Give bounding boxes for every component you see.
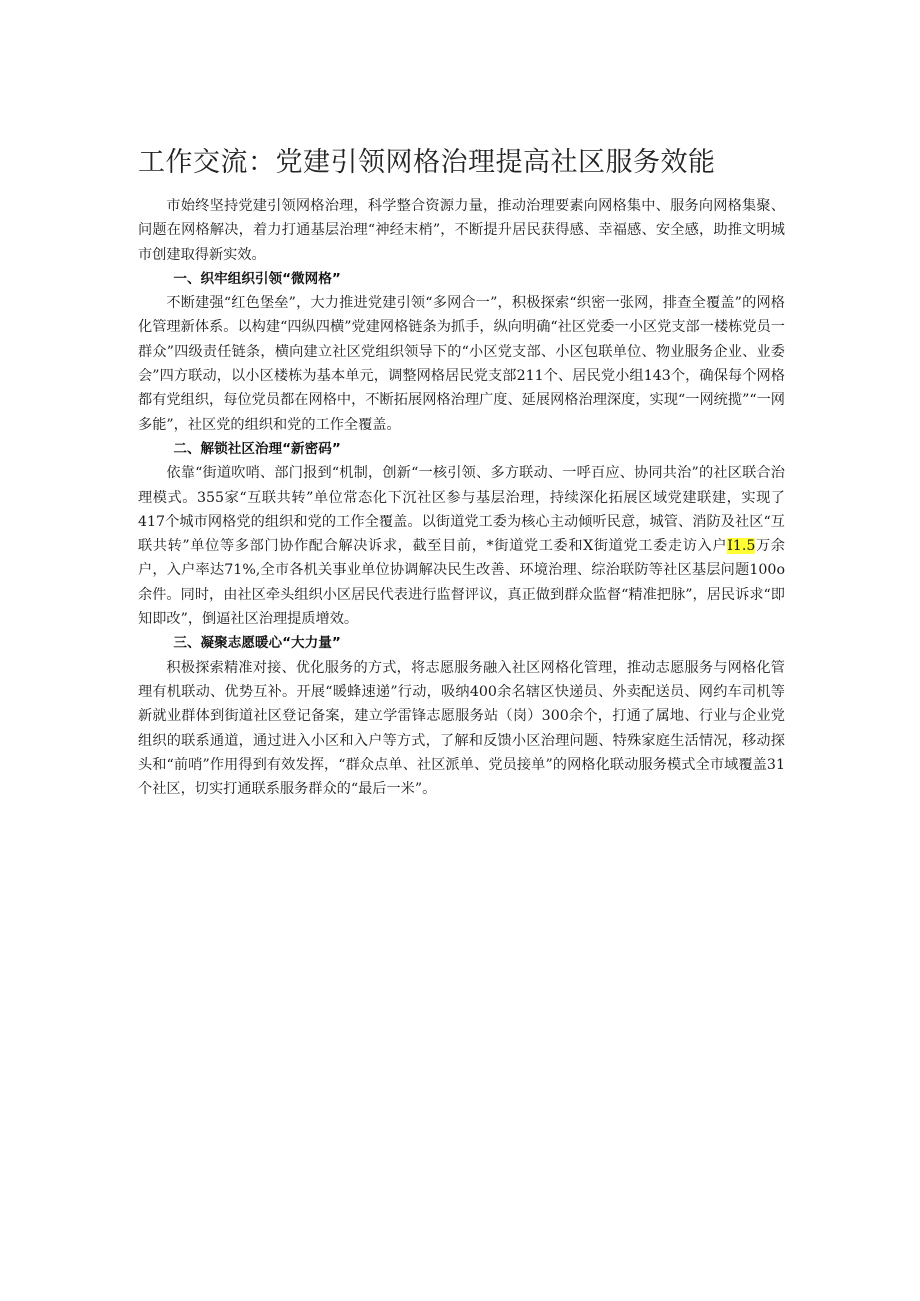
section-heading-2: 二、解锁社区治理“新密码” bbox=[173, 440, 341, 457]
section-heading-1: 一、织牢组织引领“微网格” bbox=[173, 270, 341, 287]
paragraph-2-text-before: 依靠“街道吹哨、部门报到“机制，创新“一核引领、多方联动、一呼百应、协同共治”的社区联合治理模式。355家“互联共转”单位常态化下沉社区参与基层治理，持续深化拓展区域党建联建，实现了417个城市网格党的组织和党的工作全覆盖。以街道党工委为核心主动倾听民意，城管、消防及社区“互联共转”单位等多部门协作配合解决诉求，截至目前，*街道党工委和X街道党工委走访入户 bbox=[138, 465, 785, 555]
paragraph-2-text-after: 万余户，入户率达71%,全市各机关事业单位协调解决民生改善、环境治理、综治联防等社区基层问题100o余件。同时，由社区牵头组织小区居民代表进行监督评议，真正做到群众监督“精准把脉”，居民诉求“即知即改”，倒逼社区治理提质增效。 bbox=[138, 538, 785, 628]
section-paragraph-2 bbox=[138, 461, 785, 631]
document-body bbox=[138, 194, 785, 801]
highlighted-text: I1.5 bbox=[727, 538, 756, 555]
intro-paragraph: 市始终坚持党建引领网格治理，科学整合资源力量，推动治理要素向网格集中、服务向网格集聚、问题在网格解决，着力打通基层治理“神经末梢”，不断提升居民获得感、幸福感、安全感，助推文明城市创建取得新实效。 bbox=[138, 198, 785, 263]
section-paragraph-3: 积极探索精准对接、优化服务的方式，将志愿服务融入社区网格化管理，推动志愿服务与网格化管理有机联动、优势互补。开展“暖蜂速递”行动，吸纳400余名辖区快递员、外卖配送员、网约车司机等新就业群体到街道社区登记备案，建立学雷锋志愿服务站（岗）300余个，打通了属地、行业与企业党组织的联系通道，通过进入小区和入户等方式，了解和反馈小区治理问题、特殊家庭生活情况，移动探头和“前哨”作用得到有效发挥，“群众点单、社区派单、党员接单”的网格化联动服务模式全市域覆盖31个社区，切实打通联系服务群众的“最后一米”。 bbox=[138, 659, 785, 798]
section-paragraph-1: 不断建强“红色堡垒”，大力推进党建引领“多网合一”，积极探索“织密一张网，排查全覆盖”的网格化管理新体系。以构建“四纵四横”党建网格链条为抓手，纵向明确“社区党委一小区党支部一楼栋党员一群众”四级责任链条，横向建立社区党组织领导下的“小区党支部、小区包联单位、物业服务企业、业委会”四方联动，以小区楼栋为基本单元，调整网格居民党支部211个、居民党小组143个，确保每个网格都有党组织，每位党员都在网格中，不断拓展网格治理广度、延展网格治理深度，实现“一网统揽”“一网多能”，社区党的组织和党的工作全覆盖。 bbox=[138, 295, 785, 433]
section-heading-3: 三、凝聚志愿暖心“大力量” bbox=[173, 635, 341, 652]
document-title: 工作交流：党建引领网格治理提高社区服务效能 bbox=[138, 147, 716, 178]
